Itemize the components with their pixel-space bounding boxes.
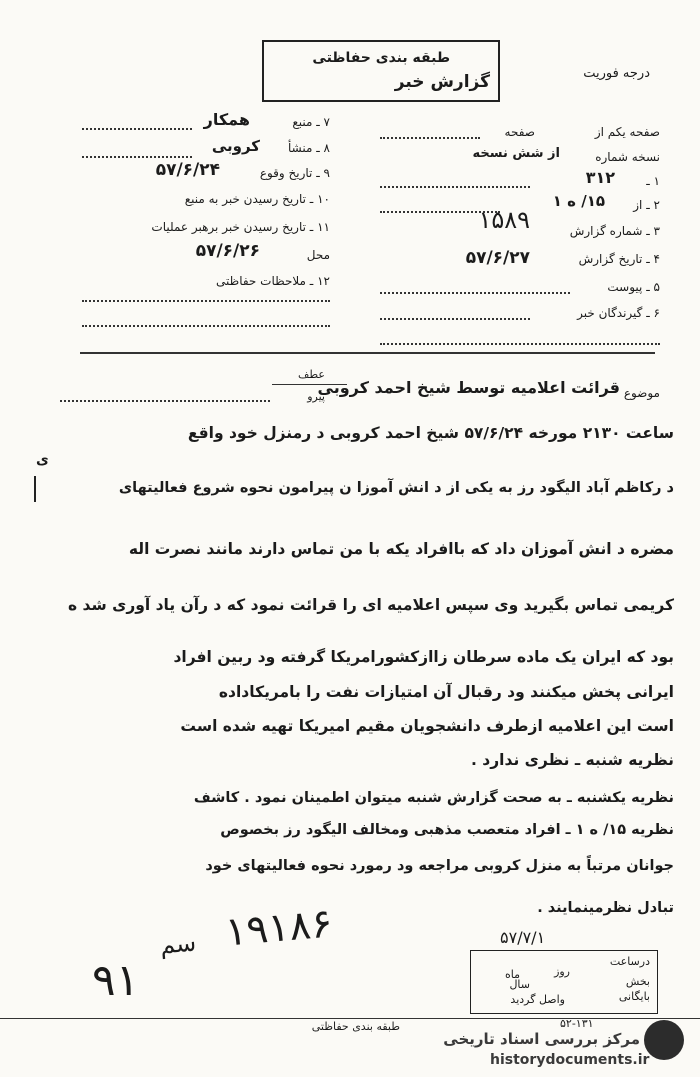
dotted-line: [380, 292, 570, 294]
field-report-date-label: ۴ ـ تاریخ گزارش: [578, 252, 660, 266]
body-line: د رکاظم آباد الیگود رز به یکی از د انش آموزا ن پیرامون نحوه شروع فعالیتهای: [118, 480, 674, 496]
opinion-line: تبادل نظرمینمایند .: [537, 900, 674, 916]
stamp-received: واصل گردید: [510, 993, 565, 1006]
field-place-label: محل: [306, 248, 330, 262]
field-report-number-label: ۳ ـ شماره گزارش: [569, 224, 660, 238]
opinion-line: جوانان مرتباً به منزل کروبی مراجعه ود رمورد نحوه فعالیتهای خود: [205, 858, 674, 874]
field-recipients-label: ۶ ـ گیرندگان خبر: [577, 306, 660, 320]
opinion-line: نظریه ۱۵/ ه ۱ ـ افراد متعصب مذهبی ومخالف الیگود رز بخصوص: [220, 822, 674, 838]
footer-line: [0, 1018, 700, 1019]
field-1-value: ۳۱۲: [585, 168, 615, 187]
body-line: کریمی تماس بگیرید وی سپس اعلامیه ای را قرائت نمود که د رآن یاد آوری شد ه: [67, 596, 674, 614]
field-event-date-label: ۹ ـ تاریخ وقوع: [259, 166, 330, 180]
inserted-letter: ی: [36, 452, 49, 468]
dotted-line: [82, 156, 192, 158]
dotted-line: [380, 318, 530, 320]
field-2-value: ۱۵/ ه ۱: [552, 192, 605, 210]
field-received-source-label: ۱۰ ـ تاریخ رسیدن خبر به منبع: [184, 192, 330, 206]
top-date: ۵۷/۷/۱: [500, 928, 546, 947]
field-report-number-value: ۱۵۸۹: [478, 206, 530, 234]
field-copy-value: از شش نسخه: [472, 146, 560, 161]
field-security-notes-label: ۱۲ ـ ملاحظات حفاظتی: [216, 274, 330, 288]
body-line: ساعت ۲۱۳۰ مورخه ۵۷/۶/۲۴ شیخ احمد کروبی د رمنزل خود واقع: [187, 424, 674, 442]
body-line: ایرانی پخش میکنند ود رقبال آن امتیازات نفت را بامریکاداده: [218, 683, 674, 701]
stamp-day: روز: [554, 965, 570, 978]
header-separator: [80, 352, 655, 354]
field-place-value: ۵۷/۶/۲۶: [195, 241, 260, 261]
field-origin-label: ۸ ـ منشأ: [287, 141, 330, 155]
subject-text: قرائت اعلامیه توسط شیخ احمد کروبی: [317, 378, 620, 397]
opinion-line: نظریه یکشنبه ـ به صحت گزارش شنبه میتوان اطمینان نمود . کاشف: [193, 790, 674, 806]
field-2-label: ۲ ـ از: [633, 198, 660, 212]
dotted-line: [82, 325, 330, 327]
subject-underline: [272, 384, 347, 385]
margin-bracket: [34, 476, 40, 502]
footer-classification: طبقه بندی حفاظتی: [311, 1020, 400, 1033]
stamp-month: ماه: [504, 968, 520, 981]
subject-dotted-line: [60, 400, 270, 402]
stamp-year: سال: [509, 978, 530, 991]
body-line: است این اعلامیه ازطرف دانشجویان مقیم امیریکا تهیه شده است: [180, 717, 674, 735]
stamp-time: درساعت: [609, 955, 650, 968]
field-attachment-label: ۵ ـ پیوست: [607, 280, 660, 294]
watermark-url: historydocuments.ir: [490, 1052, 650, 1068]
body-line: نظریه شنبه ـ نظری ندارد .: [471, 751, 674, 769]
classification-stamp: طبقه بندی حفاظتی: [312, 50, 450, 66]
field-origin-value: کروبی: [211, 137, 260, 155]
body-line: بود که ایران یک ماده سرطان زاازکشورامریکا گرفته ود ربین افراد: [173, 648, 674, 666]
field-copy-label: نسخه شماره: [595, 150, 660, 164]
body-line: مضره د انش آموزان داد که باافراد یکه با من تماس دارند مانند نصرت اله: [128, 540, 674, 558]
subject-label: موضوع: [623, 386, 660, 400]
field-1-label: ۱ ـ: [646, 174, 660, 188]
priority-label: درجه فوریت: [583, 66, 650, 81]
field-source-value: همکار: [203, 110, 250, 129]
dotted-line: [380, 137, 480, 139]
watermark-logo-icon: [644, 1020, 684, 1060]
dotted-line: [380, 343, 660, 345]
field-report-date-value: ۵۷/۶/۲۷: [465, 248, 530, 268]
dotted-line: [380, 186, 530, 188]
subject-note-bottom: پیرو: [307, 390, 325, 403]
field-received-ops-label: ۱۱ ـ تاریخ رسیدن خبر برهبر عملیات: [151, 220, 330, 234]
archive-number: ۱۹۱۸۶: [223, 900, 335, 956]
archive-prefix: سم: [158, 928, 198, 960]
form-code: ۵۲-۱۳۱: [560, 1017, 594, 1030]
watermark-text: مرکز بررسی اسناد تاریخی: [443, 1030, 640, 1048]
stamp-archive: بایگانی: [618, 990, 650, 1003]
dotted-line: [82, 128, 192, 130]
stamp-section: بخش: [625, 975, 650, 988]
field-event-date-value: ۵۷/۶/۲۴: [155, 160, 220, 180]
field-page-value: صفحه: [504, 125, 535, 139]
page-number: ۹۱: [92, 955, 140, 1006]
field-page-label: صفحه یکم از: [594, 125, 660, 139]
dotted-line: [82, 300, 330, 302]
report-title: گزارش خبر: [394, 72, 490, 92]
subject-note-top: عطف: [298, 368, 325, 381]
field-source-label: ۷ ـ منبع: [292, 115, 330, 129]
